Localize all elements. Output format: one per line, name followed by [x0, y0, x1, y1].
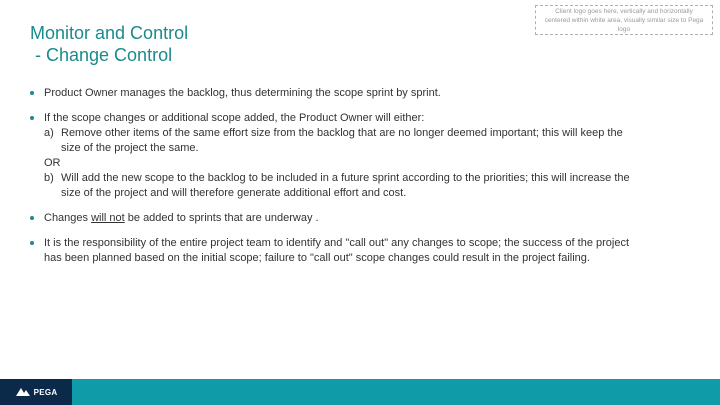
bullet-dot-icon — [30, 216, 34, 220]
client-logo-placeholder-text: Client logo goes here, vertically and horizontally centered within white area, visually similar size to Pega logo — [544, 7, 704, 33]
sub-item-letter: a) — [44, 127, 54, 139]
bullet-text: Product Owner manages the backlog, thus determining the scope sprint by sprint. — [44, 87, 441, 99]
page-title-line-1: Monitor and Control — [30, 23, 189, 43]
bullet-text: If the scope changes or additional scope added, the Product Owner will either: — [44, 112, 425, 124]
bullet-item — [30, 86, 630, 101]
bullet-item — [30, 236, 630, 266]
pega-logo-icon — [15, 387, 31, 397]
footer-bar — [0, 379, 720, 405]
sub-list — [44, 126, 630, 201]
bullet-text-post: be added to sprints that are underway . — [124, 212, 319, 224]
bullet-item — [30, 111, 630, 201]
pega-logo-text: PEGA — [33, 387, 58, 397]
or-label: OR — [44, 157, 61, 169]
pega-logo — [0, 379, 72, 405]
client-logo-placeholder — [535, 5, 713, 35]
bullet-text: It is the responsibility of the entire project team to identify and "call out" any changes to scope; the success of the project has been planned based on the initial scope; failure to "call out" scope changes could result in the project failing. — [44, 237, 630, 264]
bullet-dot-icon — [30, 241, 34, 245]
slide-content — [30, 86, 630, 276]
page-title — [30, 22, 188, 66]
bullet-dot-icon — [30, 91, 34, 95]
sub-item-b — [44, 171, 630, 201]
bullet-dot-icon — [30, 116, 34, 120]
bullet-text-underlined: will not — [91, 212, 125, 224]
page-title-line-2: - Change Control — [30, 45, 173, 65]
bullet-item — [30, 211, 630, 226]
bullet-text-pre: Changes — [44, 212, 92, 224]
sub-item-a — [44, 126, 630, 156]
sub-item-text: Will add the new scope to the backlog to be included in a future sprint according to the priorities; this will increase the size of the project and will therefore generate additional effort and cost. — [61, 172, 630, 199]
sub-item-letter: b) — [44, 172, 54, 184]
sub-item-text: Remove other items of the same effort size from the backlog that are no longer deemed important; this will keep the size of the project the same. — [61, 127, 623, 154]
